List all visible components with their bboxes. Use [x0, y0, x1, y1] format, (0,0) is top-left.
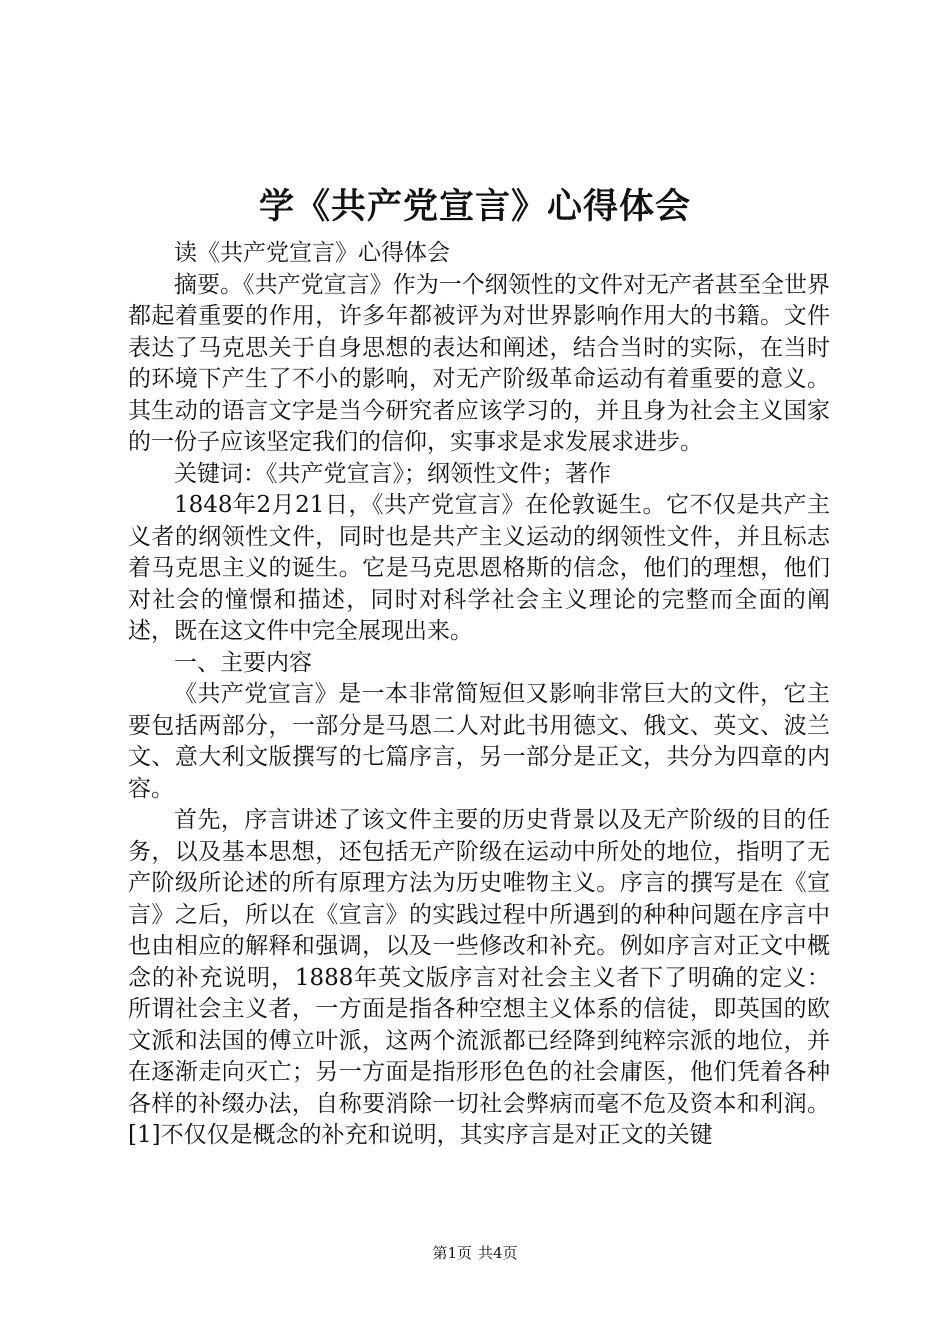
keywords-paragraph: 关键词：《共产党宣言》；纲领性文件；著作 — [174, 460, 611, 487]
page-footer — [0, 1243, 950, 1263]
document-title: 学《共产党宣言》心得体会 — [258, 187, 691, 227]
subtitle-paragraph: 读《共产党宣言》心得体会 — [174, 240, 450, 266]
intro-paragraph: 1848年2月21日，《共产党宣言》在伦敦诞生。它不仅是共产主义者的纲领性文件，同时也是共产主义运动的纲领性文件，并且标志着马克思主义的诞生。它是马克思恩格斯的信念，他们的理想，他们对社会的憧憬和描述，同时对科学社会主义理论的完整而全面的阐述，既在这文件中完全展现出来。 — [128, 492, 830, 644]
document-body — [128, 238, 830, 1152]
content-paragraph: 《共产党宣言》是一本非常简短但又影响非常巨大的文件，它主要包括两部分，一部分是马恩二人对此书用德文、俄文、英文、波兰文、意大利文版撰写的七篇序言，另一部分是正文，共分为四章的内容。 — [128, 681, 830, 802]
section-heading: 一、主要内容 — [174, 649, 312, 676]
page-total: 共4页 — [478, 1244, 518, 1262]
abstract-paragraph: 摘要。《共产党宣言》作为一个纲领性的文件对无产者甚至全世界都起着重要的作用，许多年都被评为对世界影响作用大的书籍。文件表达了马克思关于自身思想的表达和阐述，结合当时的实际，在当时的环境下产生了不小的影响，对无产阶级革命运动有着重要的意义。其生动的语言文字是当今研究者应该学习的，并且身为社会主义国家的一份子应该坚定我们的信仰，实事求是求发展求进步。 — [128, 271, 830, 455]
page-number: 第1页 — [432, 1244, 472, 1262]
preface-paragraph: 首先，序言讲述了该文件主要的历史背景以及无产阶级的目的任务，以及基本思想，还包括无产阶级在运动中所处的地位，指明了无产阶级所论述的所有原理方法为历史唯物主义。序言的撰写是在《宣言》之后，所以在《宣言》的实践过程中所遇到的种种问题在序言中也由相应的解释和强调，以及一些修改和补充。例如序言对正文中概念的补充说明，1888年英文版序言对社会主义者下了明确的定义：所谓社会主义者，一方面是指各种空想主义体系的信徒，即英国的欧文派和法国的傅立叶派，这两个流派都已经降到纯粹宗派的地位，并在逐渐走向灭亡；另一方面是指形形色色的社会庸医，他们凭着各种各样的补缀办法，自称要消除一切社会弊病而毫不危及资本和利润。[1]不仅仅是概念的补充和说明，其实序言是对正文的关键 — [128, 807, 830, 1148]
